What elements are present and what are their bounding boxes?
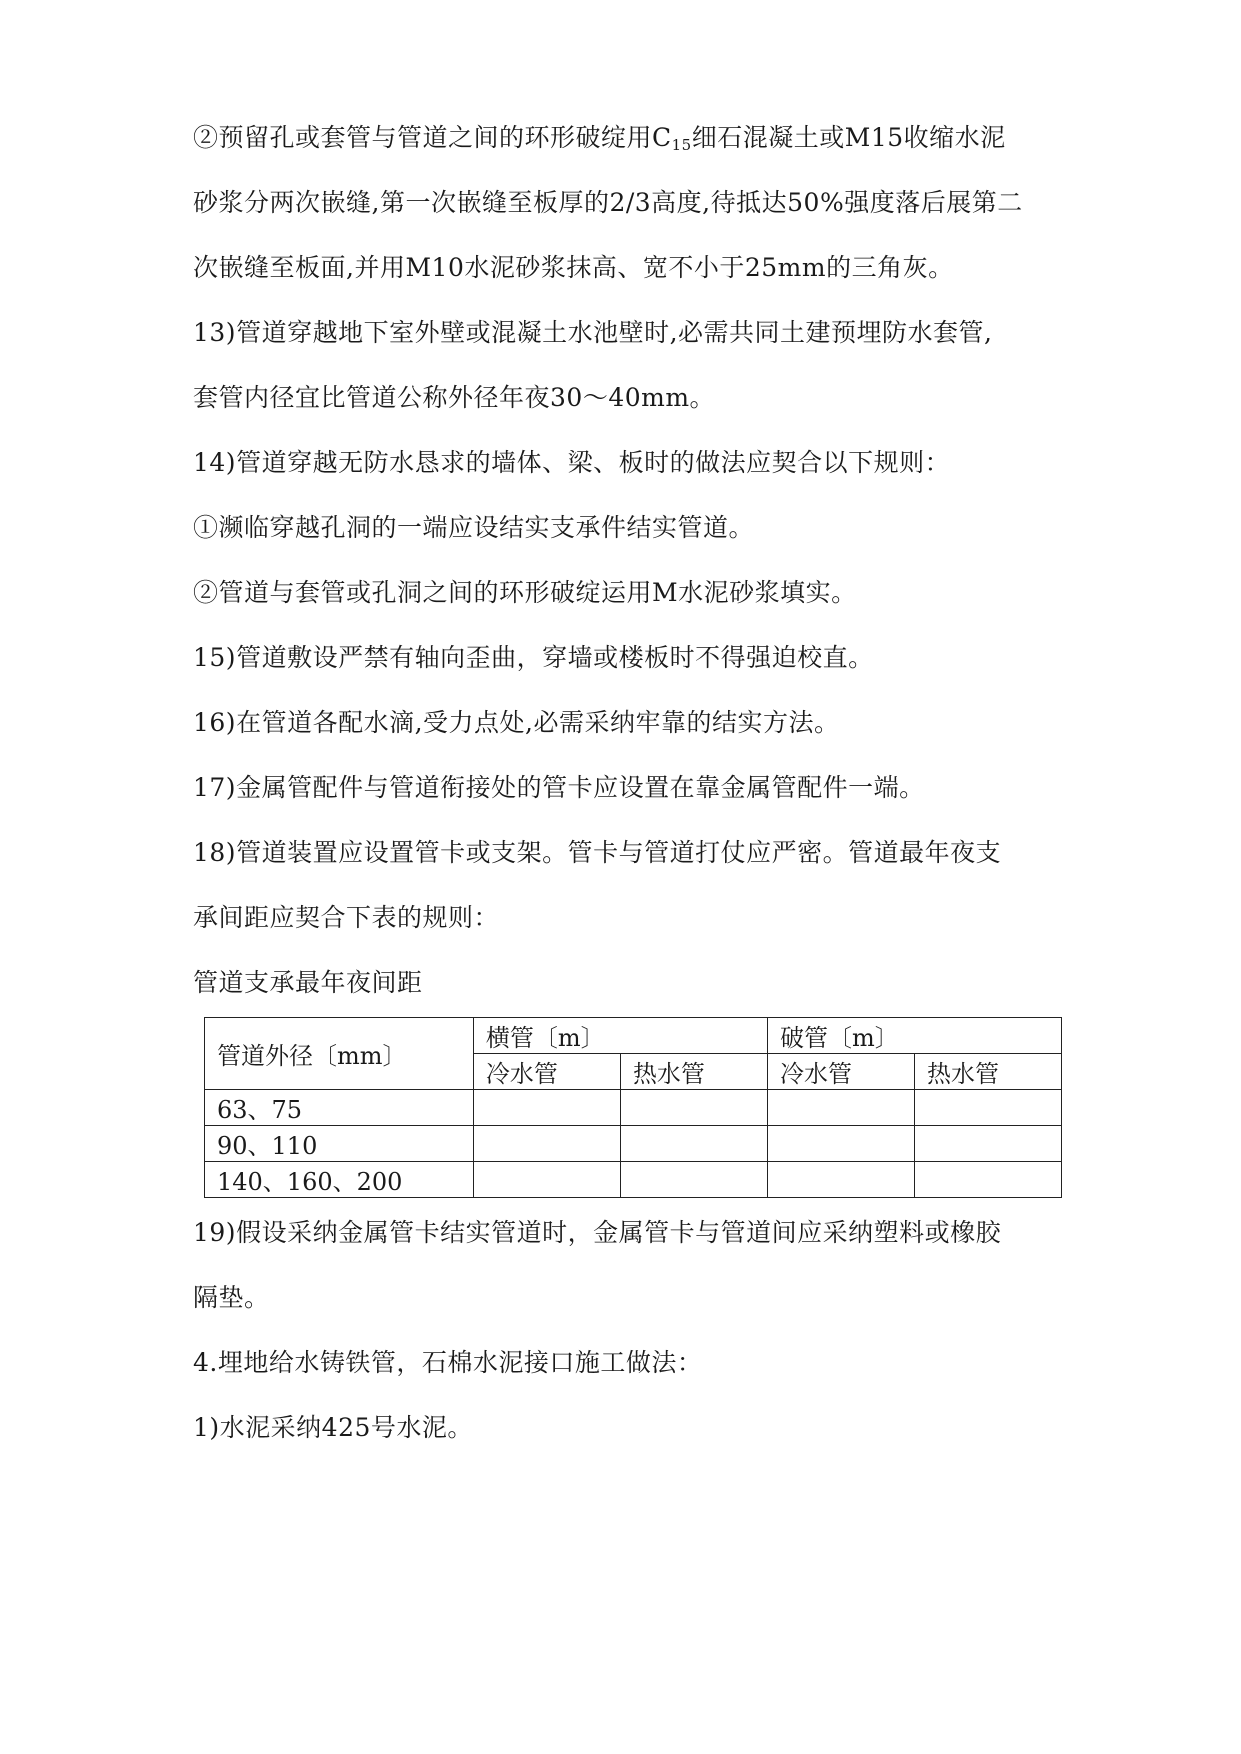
cell-horizontal-hot xyxy=(620,1090,767,1126)
paragraph-line xyxy=(193,121,1006,155)
paragraph-line: 次嵌缝至板面,并用M10水泥砂浆抹高、宽不小于25mm的三角灰。 xyxy=(193,253,954,282)
paragraph-line: 4.埋地给水铸铁管，石棉水泥接口施工做法： xyxy=(193,1348,703,1377)
paragraph-line: 17)金属管配件与管道衔接处的管卡应设置在靠金属管配件一端。 xyxy=(193,773,925,802)
cell-horizontal-cold xyxy=(473,1090,620,1126)
paragraph-line: 18)管道装置应设置管卡或支架。管卡与管道打仗应严密。管道最年夜支 xyxy=(193,838,1002,867)
cell-horizontal-hot xyxy=(620,1126,767,1162)
cell-vertical-cold xyxy=(767,1126,914,1162)
cell-outer-diameter: 90、110 xyxy=(205,1126,474,1162)
subheader-cold-water: 冷水管 xyxy=(767,1054,914,1090)
cell-horizontal-hot xyxy=(620,1162,767,1198)
table-row xyxy=(205,1126,1062,1162)
subheader-hot-water: 热水管 xyxy=(620,1054,767,1090)
cell-vertical-cold xyxy=(767,1090,914,1126)
cell-vertical-cold xyxy=(767,1162,914,1198)
subscript: 15 xyxy=(671,136,692,154)
paragraph-line: 19)假设采纳金属管卡结实管道时，金属管卡与管道间应采纳塑料或橡胶 xyxy=(193,1218,1002,1247)
paragraph-line: ②管道与套管或孔洞之间的环形破绽运用M水泥砂浆填实。 xyxy=(193,578,857,607)
cell-horizontal-cold xyxy=(473,1126,620,1162)
paragraph-line: 砂浆分两次嵌缝,第一次嵌缝至板厚的2/3高度,待抵达50%强度落后展第二 xyxy=(193,188,1023,217)
paragraph-line: 15)管道敷设严禁有轴向歪曲，穿墙或楼板时不得强迫校直。 xyxy=(193,643,874,672)
header-vertical-pipe: 破管〔m〕 xyxy=(767,1018,1061,1054)
table-row xyxy=(205,1090,1062,1126)
cell-outer-diameter: 140、160、200 xyxy=(205,1162,474,1198)
paragraph-line: 套管内径宜比管道公称外径年夜30～40mm。 xyxy=(193,383,716,412)
cell-horizontal-cold xyxy=(473,1162,620,1198)
paragraph-line: 1)水泥采纳425号水泥。 xyxy=(193,1413,473,1442)
header-horizontal-pipe: 横管〔m〕 xyxy=(473,1018,767,1054)
cell-outer-diameter: 63、75 xyxy=(205,1090,474,1126)
paragraph-line: 13)管道穿越地下室外壁或混凝土水池壁时,必需共同土建预埋防水套管, xyxy=(193,318,993,347)
text-run: ②预留孔或套管与管道之间的环形破绽用C xyxy=(193,123,672,152)
subheader-hot-water: 热水管 xyxy=(914,1054,1061,1090)
paragraph-line: ①濒临穿越孔洞的一端应设结实支承件结实管道。 xyxy=(193,513,755,542)
subheader-cold-water: 冷水管 xyxy=(473,1054,620,1090)
table-caption: 管道支承最年夜间距 xyxy=(193,968,423,997)
paragraph-line: 16)在管道各配水滴,受力点处,必需采纳牢靠的结实方法。 xyxy=(193,708,840,737)
cell-vertical-hot xyxy=(914,1090,1061,1126)
paragraph-line: 承间距应契合下表的规则： xyxy=(193,903,500,932)
cell-vertical-hot xyxy=(914,1126,1061,1162)
table-header-row xyxy=(205,1018,1062,1054)
text-run: 细石混凝土或M15收缩水泥 xyxy=(691,123,1006,152)
support-spacing-table xyxy=(204,1017,1062,1198)
cell-vertical-hot xyxy=(914,1162,1061,1198)
header-outer-diameter: 管道外径〔mm〕 xyxy=(205,1018,474,1090)
table-row xyxy=(205,1162,1062,1198)
paragraph-line: 隔垫。 xyxy=(193,1283,270,1312)
paragraph-line: 14)管道穿越无防水恳求的墙体、梁、板时的做法应契合以下规则： xyxy=(193,448,951,477)
